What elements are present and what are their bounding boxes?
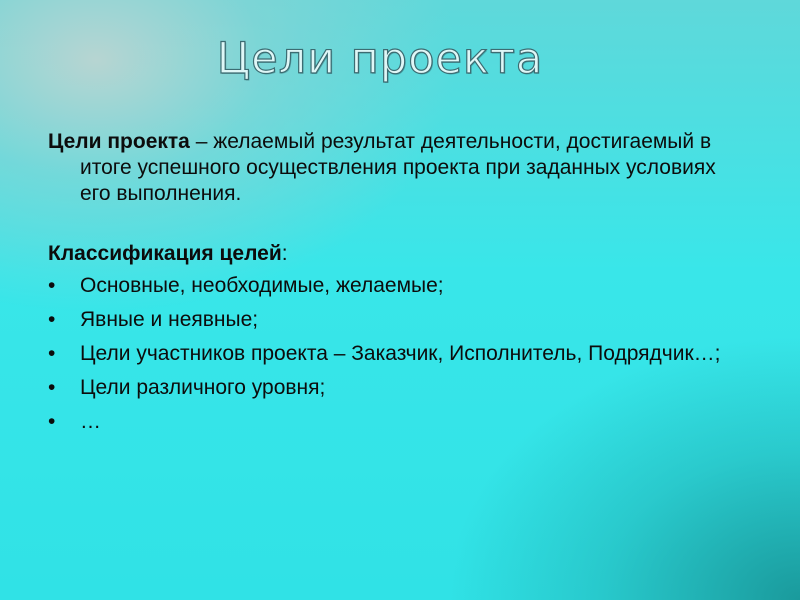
bullet-icon: • xyxy=(48,410,56,433)
list-item xyxy=(48,409,748,435)
list-item xyxy=(48,273,748,299)
classification-heading-label: Классификация целей xyxy=(48,242,282,265)
definition-text: – желаемый результат деятельности, достигаемый в итоге успешного осуществления проекта при заданных условиях его выполнения. xyxy=(80,130,716,205)
bullet-icon: • xyxy=(48,308,56,331)
list-item-text: Основные, необходимые, желаемые; xyxy=(80,274,444,297)
bullet-icon: • xyxy=(48,342,56,365)
classification-heading-colon: : xyxy=(281,242,288,265)
list-item-text: Цели участников проекта – Заказчик, Исполнитель, Подрядчик…; xyxy=(80,342,721,365)
definition-term: Цели проекта xyxy=(48,130,190,153)
slide-body xyxy=(48,129,748,443)
definition-paragraph xyxy=(48,129,748,207)
list-item-text: … xyxy=(80,410,101,433)
list-item-text: Явные и неявные; xyxy=(80,308,259,331)
slide-title: Цели проекта xyxy=(216,34,544,84)
classification-heading xyxy=(48,241,748,267)
list-item xyxy=(48,341,748,367)
list-item-text: Цели различного уровня; xyxy=(80,376,326,399)
classification-list xyxy=(48,273,748,435)
list-item xyxy=(48,307,748,333)
bullet-icon: • xyxy=(48,274,56,297)
bullet-icon: • xyxy=(48,376,56,399)
list-item xyxy=(48,375,748,401)
